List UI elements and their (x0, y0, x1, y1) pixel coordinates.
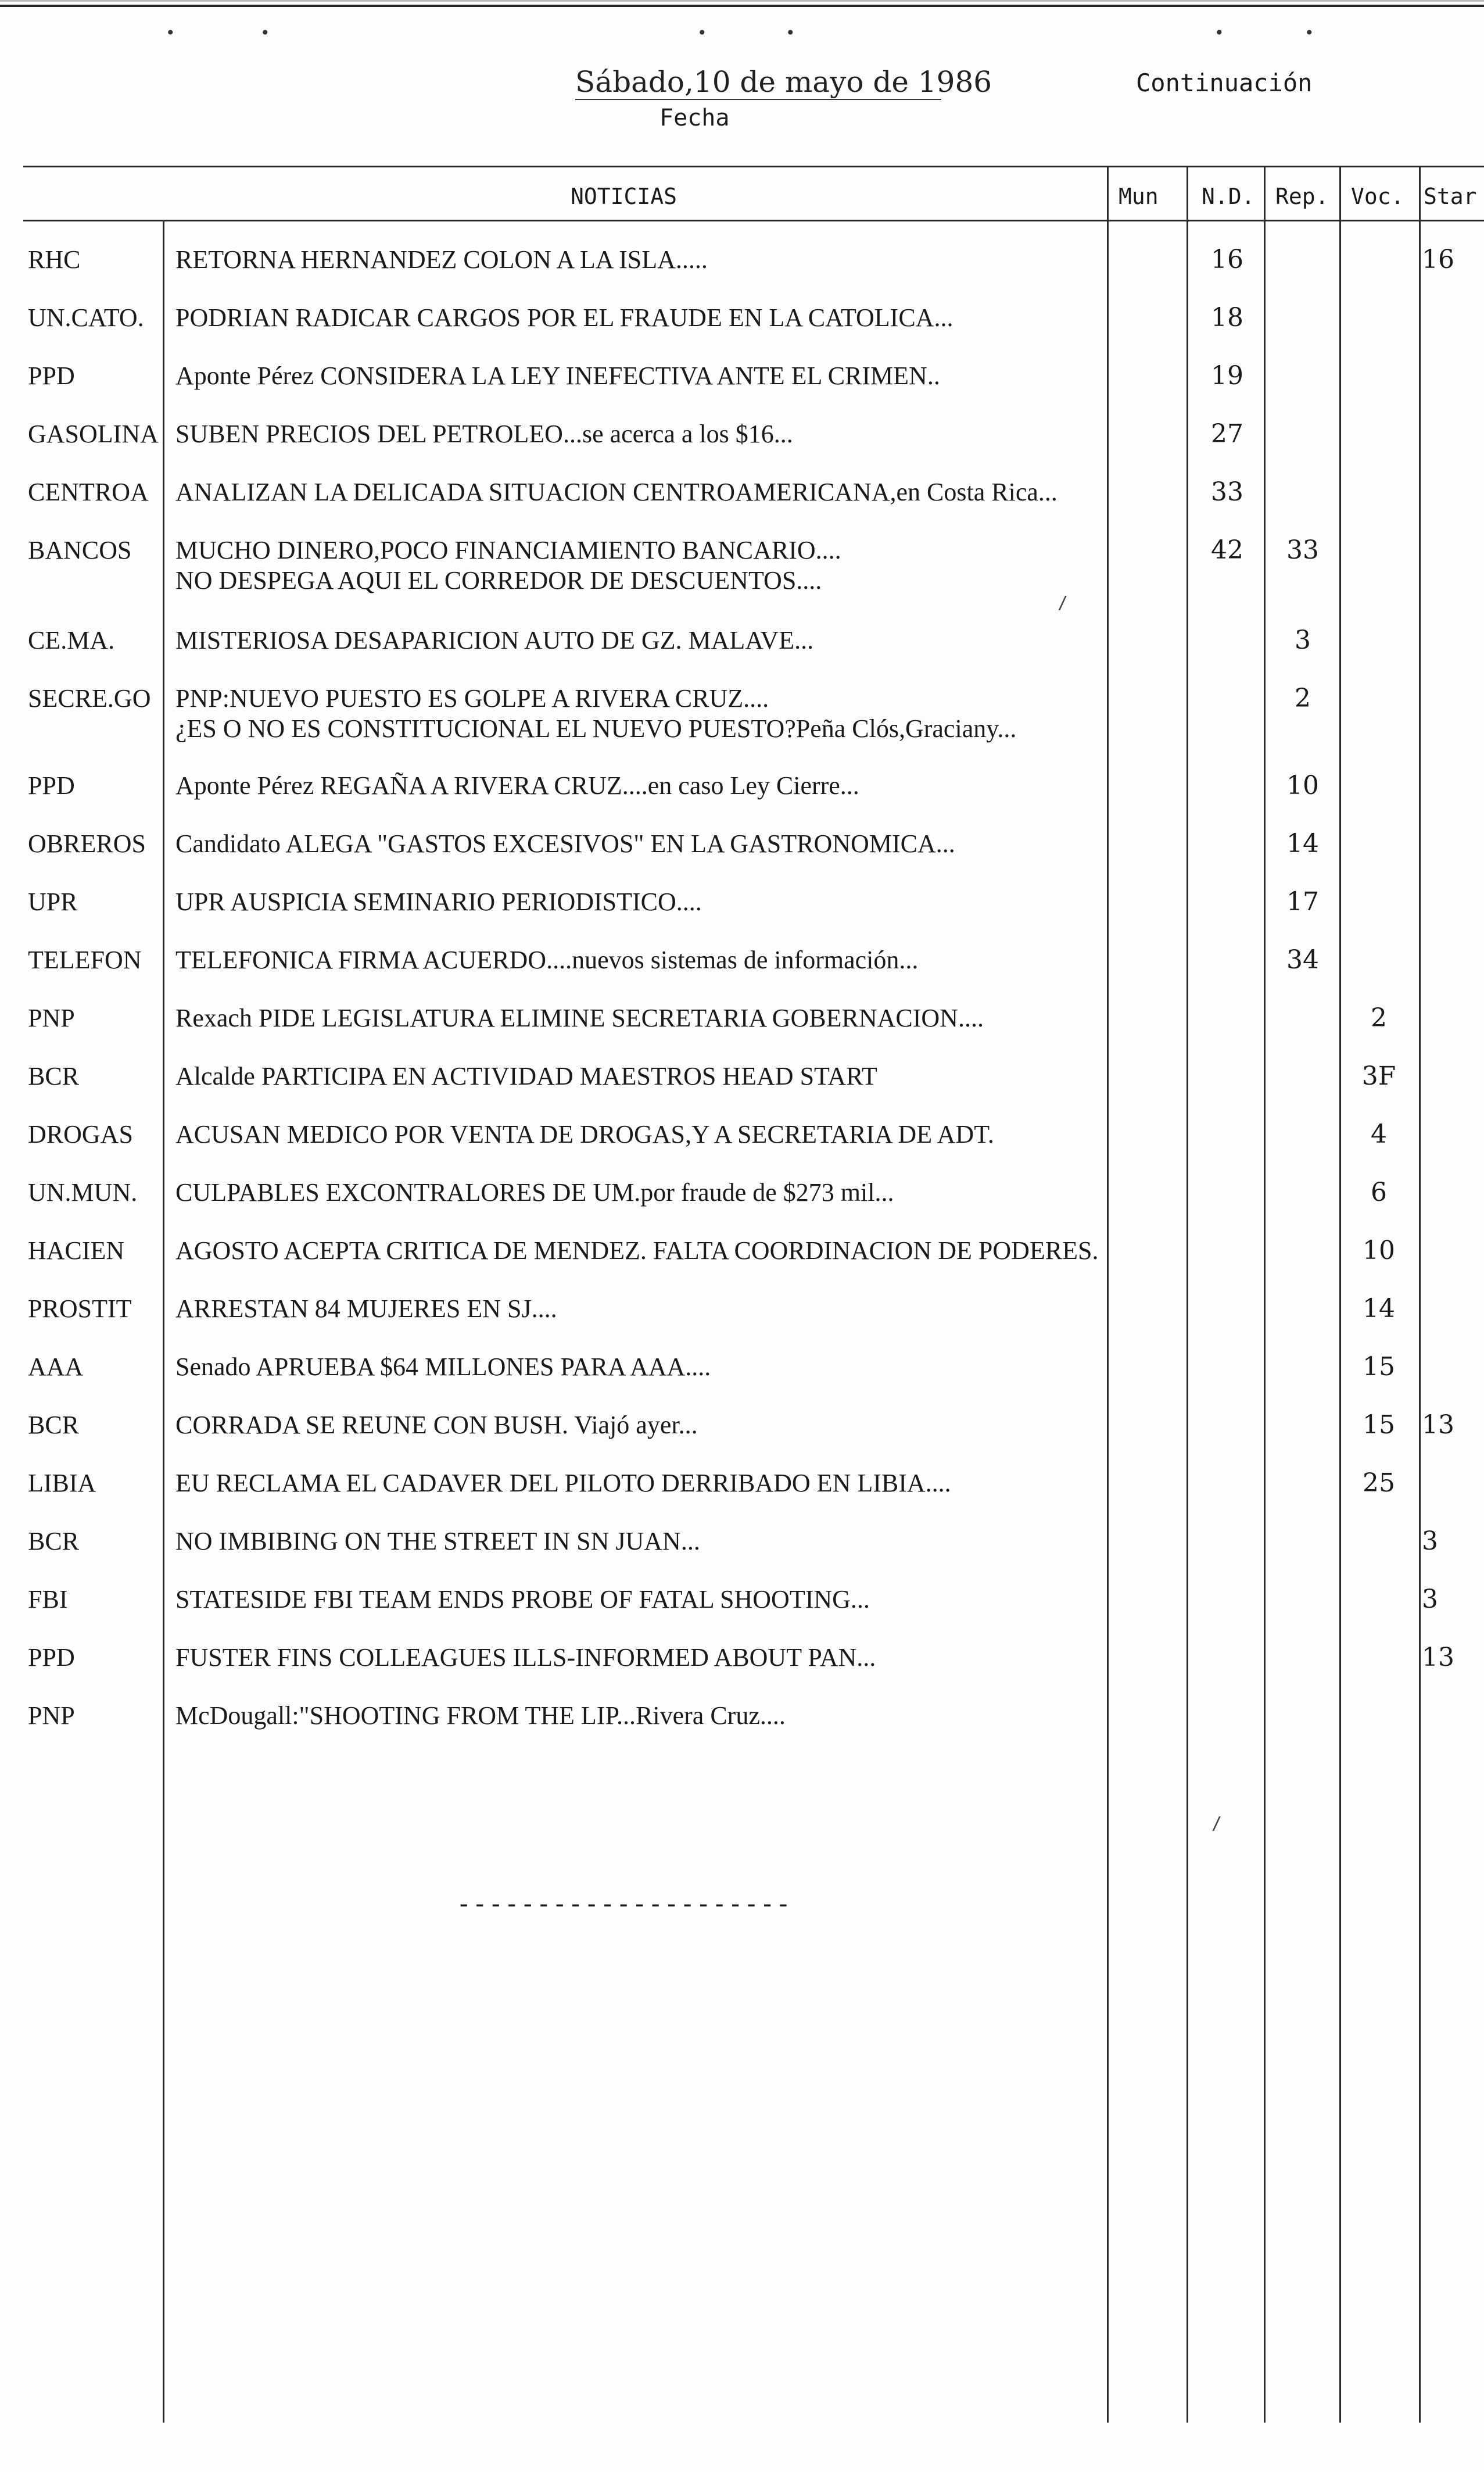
row-title-line2: NO DESPEGA AQUI EL CORREDOR DE DESCUENTOS.... (175, 566, 822, 595)
punch-mark: • (786, 23, 795, 42)
row-title: Aponte Pérez REGAÑA A RIVERA CRUZ....en caso Ley Cierre... (175, 771, 859, 800)
row-code: HACIEN (28, 1236, 125, 1265)
row-voc-page: 4 (1371, 1119, 1387, 1149)
voc-column-divider (1339, 166, 1341, 2423)
row-star-page: 13 (1422, 1643, 1454, 1672)
date-underline (575, 99, 941, 100)
row-title: PNP:NUEVO PUESTO ES GOLPE A RIVERA CRUZ.... (175, 684, 769, 713)
row-star-page: 3 (1422, 1526, 1438, 1556)
row-voc-page: 2 (1371, 1003, 1387, 1033)
nd-column-divider (1187, 166, 1188, 2423)
top-edge (0, 0, 1484, 2)
row-title: PODRIAN RADICAR CARGOS POR EL FRAUDE EN LA CATOLICA... (175, 303, 954, 332)
row-title: Senado APRUEBA $64 MILLONES PARA AAA.... (175, 1353, 711, 1381)
row-rep-page: 2 (1295, 684, 1311, 713)
row-nd-page: 16 (1211, 245, 1243, 274)
top-rule (0, 5, 1484, 7)
row-code: LIBIA (28, 1469, 96, 1497)
punch-mark: • (697, 23, 707, 42)
row-title: TELEFONICA FIRMA ACUERDO....nuevos sistemas de información... (175, 946, 919, 974)
row-title: Alcalde PARTICIPA EN ACTIVIDAD MAESTROS HEAD START (175, 1062, 877, 1090)
row-title: ARRESTAN 84 MUJERES EN SJ.... (175, 1294, 557, 1323)
star-column-divider (1419, 166, 1421, 2423)
row-title-line2: ¿ES O NO ES CONSTITUCIONAL EL NUEVO PUESTO?Peña Clós,Graciany... (175, 714, 1017, 743)
row-title: STATESIDE FBI TEAM ENDS PROBE OF FATAL SHOOTING... (175, 1585, 870, 1614)
row-star-page: 3 (1422, 1584, 1438, 1614)
row-code: CE.MA. (28, 626, 115, 654)
row-title: Aponte Pérez CONSIDERA LA LEY INEFECTIVA ANTE EL CRIMEN.. (175, 362, 940, 390)
row-voc-page: 15 (1363, 1352, 1395, 1382)
row-star-page: 13 (1422, 1410, 1454, 1440)
row-nd-page: 18 (1211, 303, 1243, 332)
row-title: AGOSTO ACEPTA CRITICA DE MENDEZ. FALTA COORDINACION DE PODERES. (175, 1236, 1099, 1265)
row-title: UPR AUSPICIA SEMINARIO PERIODISTICO.... (175, 888, 702, 916)
row-title: RETORNA HERNANDEZ COLON A LA ISLA..... (175, 245, 708, 274)
row-title: ANALIZAN LA DELICADA SITUACION CENTROAMERICANA,en Costa Rica... (175, 478, 1058, 506)
code-column-divider (163, 220, 164, 2423)
row-voc-page: 3F (1361, 1061, 1396, 1091)
row-code: AAA (28, 1353, 84, 1381)
date-label: Fecha (659, 105, 730, 131)
row-code: DROGAS (28, 1120, 133, 1149)
end-dashes: --------------------- (456, 1889, 792, 1919)
row-nd-page: 27 (1211, 419, 1243, 449)
row-code: RHC (28, 245, 81, 274)
row-title: Candidato ALEGA "GASTOS EXCESIVOS" EN LA GASTRONOMICA... (175, 829, 955, 858)
row-rep-page: 10 (1286, 771, 1319, 800)
row-rep-page: 34 (1286, 945, 1319, 975)
row-voc-page: 15 (1363, 1410, 1395, 1440)
row-code: PNP (28, 1701, 75, 1730)
row-nd-page: 42 (1211, 535, 1243, 565)
row-title: McDougall:"SHOOTING FROM THE LIP...Rivera Cruz.... (175, 1701, 786, 1730)
header-noticias: NOTICIAS (571, 184, 678, 209)
row-rep-page: 3 (1295, 625, 1311, 655)
row-code: CENTROA (28, 478, 149, 506)
punch-mark: • (260, 23, 270, 42)
row-code: UN.CATO. (28, 303, 144, 332)
row-code: BANCOS (28, 536, 132, 564)
row-code: OBREROS (28, 829, 146, 858)
row-code: UPR (28, 888, 78, 916)
row-title: CULPABLES EXCONTRALORES DE UM.por fraude de $273 mil... (175, 1178, 894, 1207)
row-nd-page: 33 (1211, 477, 1243, 507)
row-code: PPD (28, 1643, 75, 1672)
mun-column-divider (1107, 166, 1109, 2423)
continuation-label: Continuación (1136, 69, 1313, 97)
row-code: UN.MUN. (28, 1178, 138, 1207)
row-rep-page: 14 (1286, 829, 1319, 858)
row-title: MUCHO DINERO,POCO FINANCIAMIENTO BANCARIO.... (175, 536, 841, 564)
row-title: NO IMBIBING ON THE STREET IN SN JUAN... (175, 1527, 700, 1555)
row-code: GASOLINA (28, 420, 159, 448)
punch-mark: • (1214, 23, 1224, 42)
row-voc-page: 14 (1363, 1294, 1395, 1323)
row-code: FBI (28, 1585, 68, 1614)
row-rep-page: 17 (1286, 887, 1319, 917)
header-voc: Voc. (1351, 184, 1404, 209)
stray-mark: / (1058, 593, 1069, 613)
row-title: Rexach PIDE LEGISLATURA ELIMINE SECRETARIA GOBERNACION.... (175, 1004, 984, 1032)
row-title: SUBEN PRECIOS DEL PETROLEO...se acerca a los $16... (175, 420, 793, 448)
row-code: SECRE.GO (28, 684, 151, 713)
stray-mark: / (1211, 1813, 1223, 1834)
row-code: PNP (28, 1004, 75, 1032)
row-code: BCR (28, 1411, 80, 1439)
row-nd-page: 19 (1211, 361, 1243, 391)
row-code: BCR (28, 1527, 80, 1555)
row-title: CORRADA SE REUNE CON BUSH. Viajó ayer... (175, 1411, 698, 1439)
row-code: PPD (28, 362, 75, 390)
row-voc-page: 10 (1363, 1236, 1395, 1265)
row-title: FUSTER FINS COLLEAGUES ILLS-INFORMED ABOUT PAN... (175, 1643, 876, 1672)
row-voc-page: 6 (1371, 1178, 1387, 1207)
row-voc-page: 25 (1363, 1468, 1395, 1498)
row-code: BCR (28, 1062, 80, 1090)
punch-mark: • (166, 23, 175, 42)
row-code: TELEFON (28, 946, 142, 974)
header-star: Star (1424, 184, 1477, 209)
date-text: Sábado,10 de mayo de 1986 (575, 65, 992, 99)
row-star-page: 16 (1422, 245, 1454, 274)
row-title: MISTERIOSA DESAPARICION AUTO DE GZ. MALAVE... (175, 626, 814, 654)
header-rep: Rep. (1275, 184, 1329, 209)
header-mun: Mun (1119, 184, 1159, 209)
rep-column-divider (1264, 166, 1266, 2423)
row-code: PPD (28, 771, 75, 800)
row-title: EU RECLAMA EL CADAVER DEL PILOTO DERRIBADO EN LIBIA.... (175, 1469, 951, 1497)
row-rep-page: 33 (1286, 535, 1319, 565)
row-code: PROSTIT (28, 1294, 132, 1323)
header-nd: N.D. (1202, 184, 1255, 209)
punch-mark: • (1304, 23, 1314, 42)
row-title: ACUSAN MEDICO POR VENTA DE DROGAS,Y A SECRETARIA DE ADT. (175, 1120, 994, 1149)
